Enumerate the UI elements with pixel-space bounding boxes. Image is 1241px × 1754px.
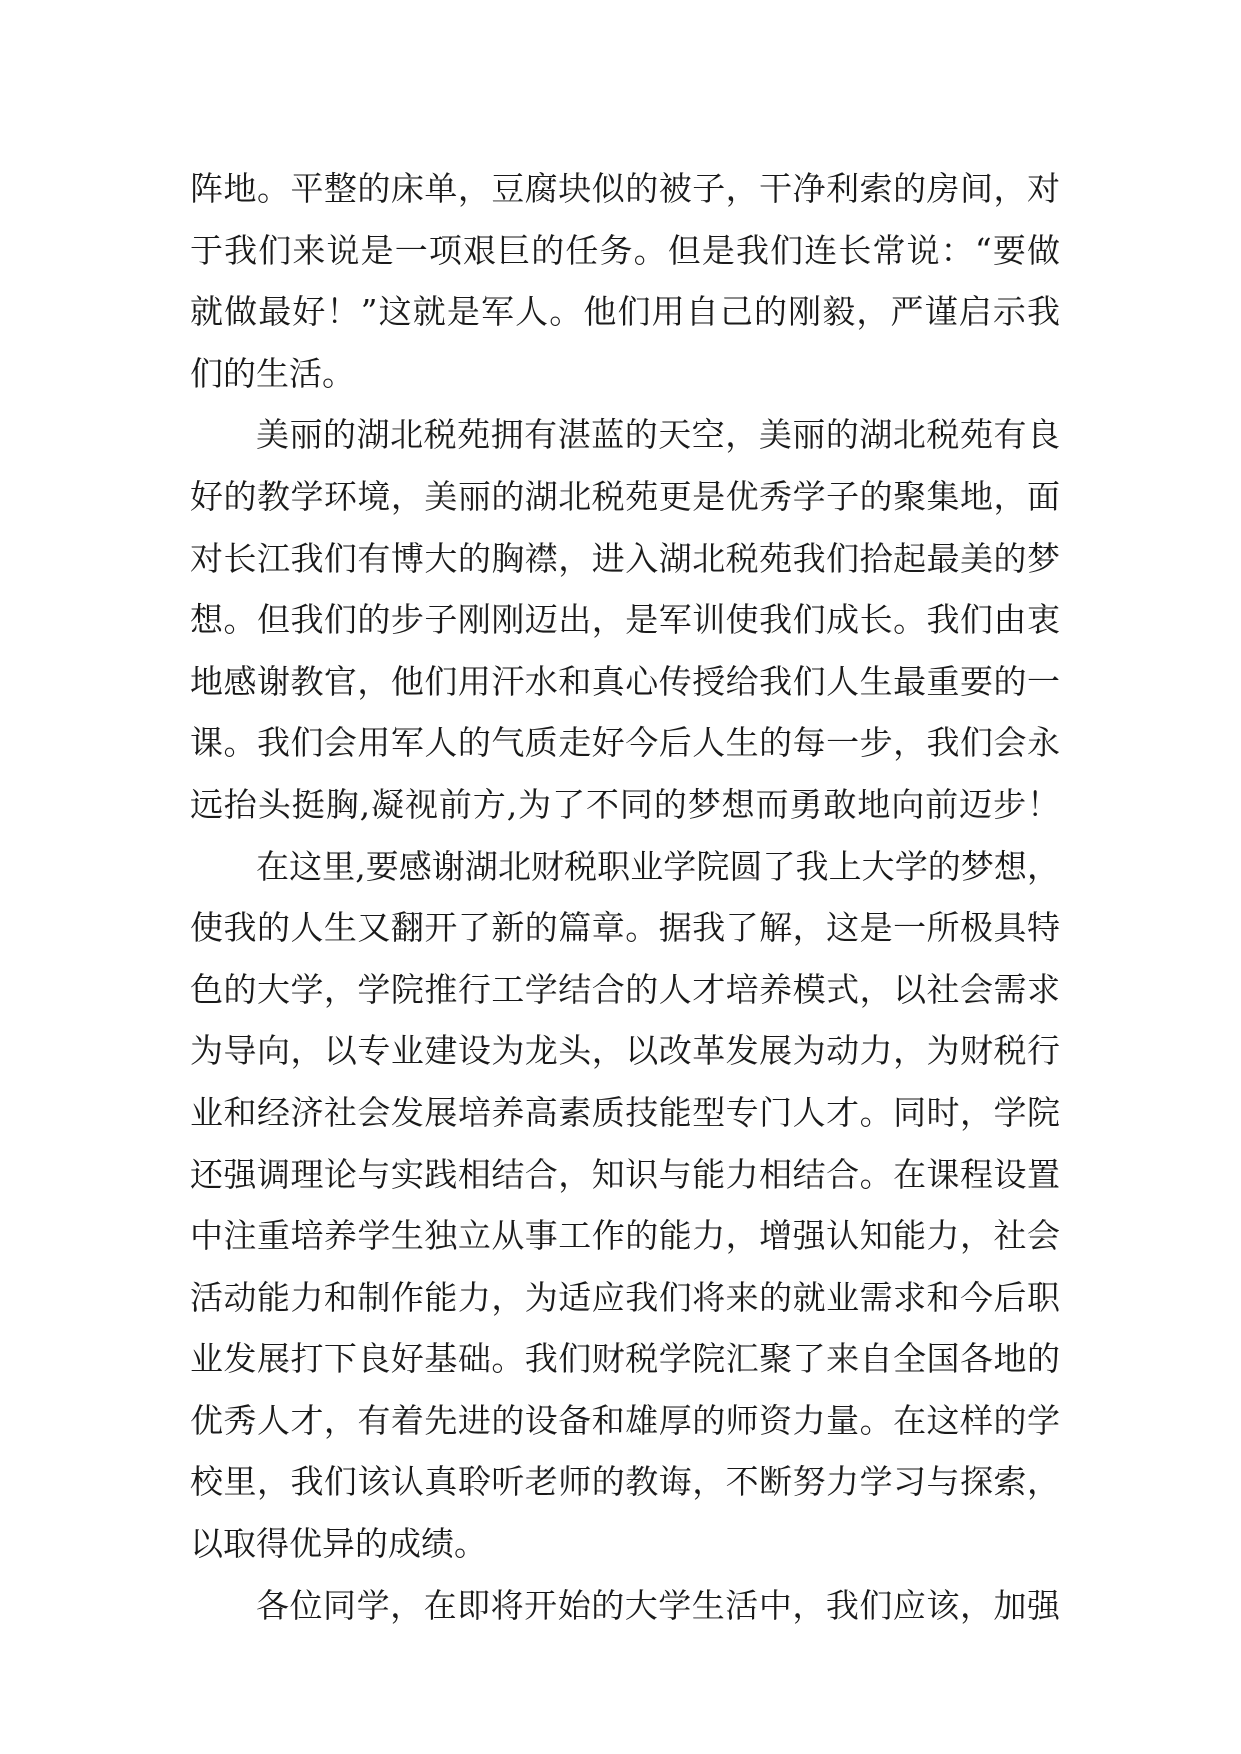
text-line: 中注重培养学生独立从事工作的能力，增强认知能力，社会: [190, 1216, 1060, 1256]
text-line: 地感谢教官，他们用汗水和真心传授给我们人生最重要的一: [190, 661, 1060, 701]
text-line: 于我们来说是一项艰巨的任务。但是我们连长常说：“要做: [190, 230, 1060, 270]
document-body: [190, 158, 1060, 1636]
text-line: 色的大学，学院推行工学结合的人才培养模式，以社会需求: [190, 969, 1060, 1009]
text-line: 好的教学环境，美丽的湖北税苑更是优秀学子的聚集地，面: [190, 476, 1060, 516]
text-line: 对长江我们有博大的胸襟，进入湖北税苑我们拾起最美的梦: [190, 538, 1060, 578]
text-line: 使我的人生又翻开了新的篇章。据我了解，这是一所极具特: [190, 908, 1060, 948]
text-line: 在这里,要感谢湖北财税职业学院圆了我上大学的梦想，: [256, 846, 1060, 886]
text-line: 校里，我们该认真聆听老师的教诲，不断努力学习与探索，: [190, 1462, 1060, 1502]
text-line: 活动能力和制作能力，为适应我们将来的就业需求和今后职: [190, 1277, 1060, 1317]
text-line: 还强调理论与实践相结合，知识与能力相结合。在课程设置: [190, 1154, 1060, 1194]
text-line: 课。我们会用军人的气质走好今后人生的每一步，我们会永: [190, 723, 1060, 763]
text-line: 就做最好！”这就是军人。他们用自己的刚毅，严谨启示我: [190, 292, 1060, 332]
text-line: 美丽的湖北税苑拥有湛蓝的天空，美丽的湖北税苑有良: [256, 415, 1060, 455]
text-line: 各位同学，在即将开始的大学生活中，我们应该，加强: [256, 1585, 1060, 1625]
text-line: 想。但我们的步子刚刚迈出，是军训使我们成长。我们由衷: [190, 600, 1060, 640]
text-line: 远抬头挺胸,凝视前方,为了不同的梦想而勇敢地向前迈步！: [190, 784, 1060, 824]
text-line: 以取得优异的成绩。: [190, 1524, 487, 1564]
text-line: 业和经济社会发展培养高素质技能型专门人才。同时，学院: [190, 1092, 1060, 1132]
text-line: 为导向，以专业建设为龙头，以改革发展为动力，为财税行: [190, 1031, 1060, 1071]
text-line: 们的生活。: [190, 353, 355, 393]
text-line: 优秀人才，有着先进的设备和雄厚的师资力量。在这样的学: [190, 1400, 1060, 1440]
text-line: 业发展打下良好基础。我们财税学院汇聚了来自全国各地的: [190, 1339, 1060, 1379]
text-line: 阵地。平整的床单，豆腐块似的被子，干净利索的房间，对: [190, 169, 1060, 208]
